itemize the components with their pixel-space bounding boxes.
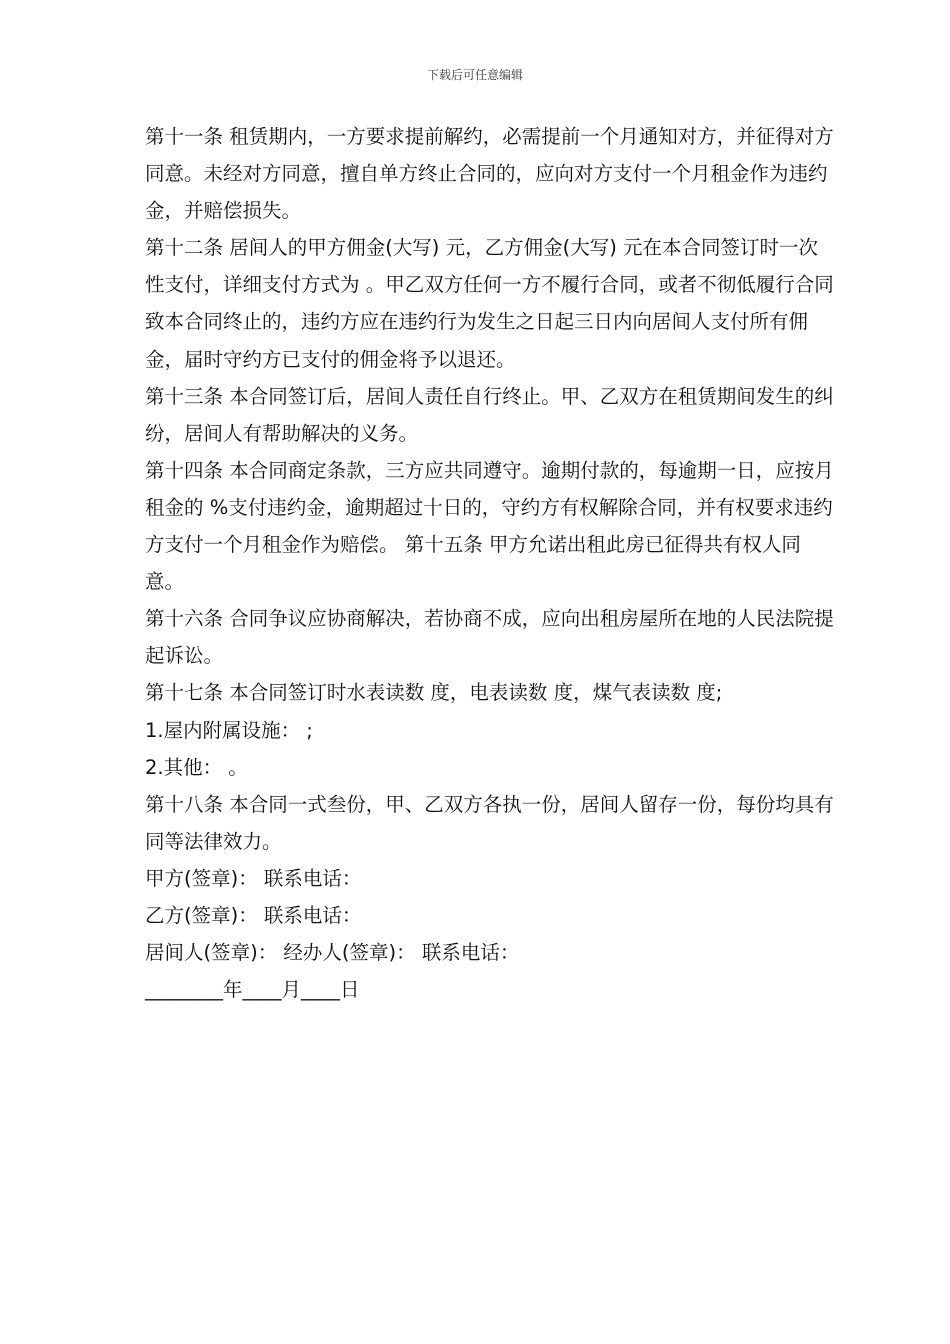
clause-14-15: 第十四条 本合同商定条款，三方应共同遵守。逾期付款的，每逾期一日，应按月租金的 %支付违约金，逾期超过十日的，守约方有权解除合同，并有权要求违约方支付一个月租金作为赔偿。 第十五条 甲方允诺出租此房已征得共有权人同意。 — [145, 458, 834, 594]
clause-11: 第十一条 租赁期内，一方要求提前解约，必需提前一个月通知对方，并征得对方同意。未经对方同意，擅自单方终止合同的，应向对方支付一个月租金作为违约金，并赔偿损失。 — [145, 125, 834, 223]
signature-intermediary: 居间人(签章)： 经办人(签章)： 联系电话： — [145, 941, 520, 965]
signature-party-b: 乙方(签章)： 联系电话： — [145, 903, 362, 927]
date-line: ________年____月____日 — [145, 978, 360, 1002]
clause-18: 第十八条 本合同一式叁份，甲、乙双方各执一份，居间人留存一份，每份均具有同等法律效力。 — [145, 792, 834, 853]
clause-13: 第十三条 本合同签订后，居间人责任自行终止。甲、乙双方在租赁期间发生的纠纷，居间人有帮助解决的义务。 — [145, 384, 834, 445]
clause-17-item-2: 2.其他： 。 — [145, 755, 248, 779]
clause-12: 第十二条 居间人的甲方佣金(大写) 元，乙方佣金(大写) 元在本合同签订时一次性支付，详细支付方式为 。甲乙双方任何一方不履行合同，或者不彻低履行合同致本合同终止的，违约方应在违约行为发生之日起三日内向居间人支付所有佣金，届时守约方已支付的佣金将予以退还。 — [145, 236, 834, 371]
signature-party-a: 甲方(签章)： 联系电话： — [145, 866, 362, 890]
clause-16: 第十六条 合同争议应协商解决，若协商不成，应向出租房屋所在地的人民法院提起诉讼。 — [145, 607, 834, 668]
page-header: 下载后可任意编辑 — [426, 68, 523, 82]
document-body — [145, 118, 835, 1008]
clause-17: 第十七条 本合同签订时水表读数 度，电表读数 度，煤气表读数 度; — [145, 681, 723, 705]
clause-17-item-1: 1.屋内附属设施： ; — [145, 718, 313, 742]
